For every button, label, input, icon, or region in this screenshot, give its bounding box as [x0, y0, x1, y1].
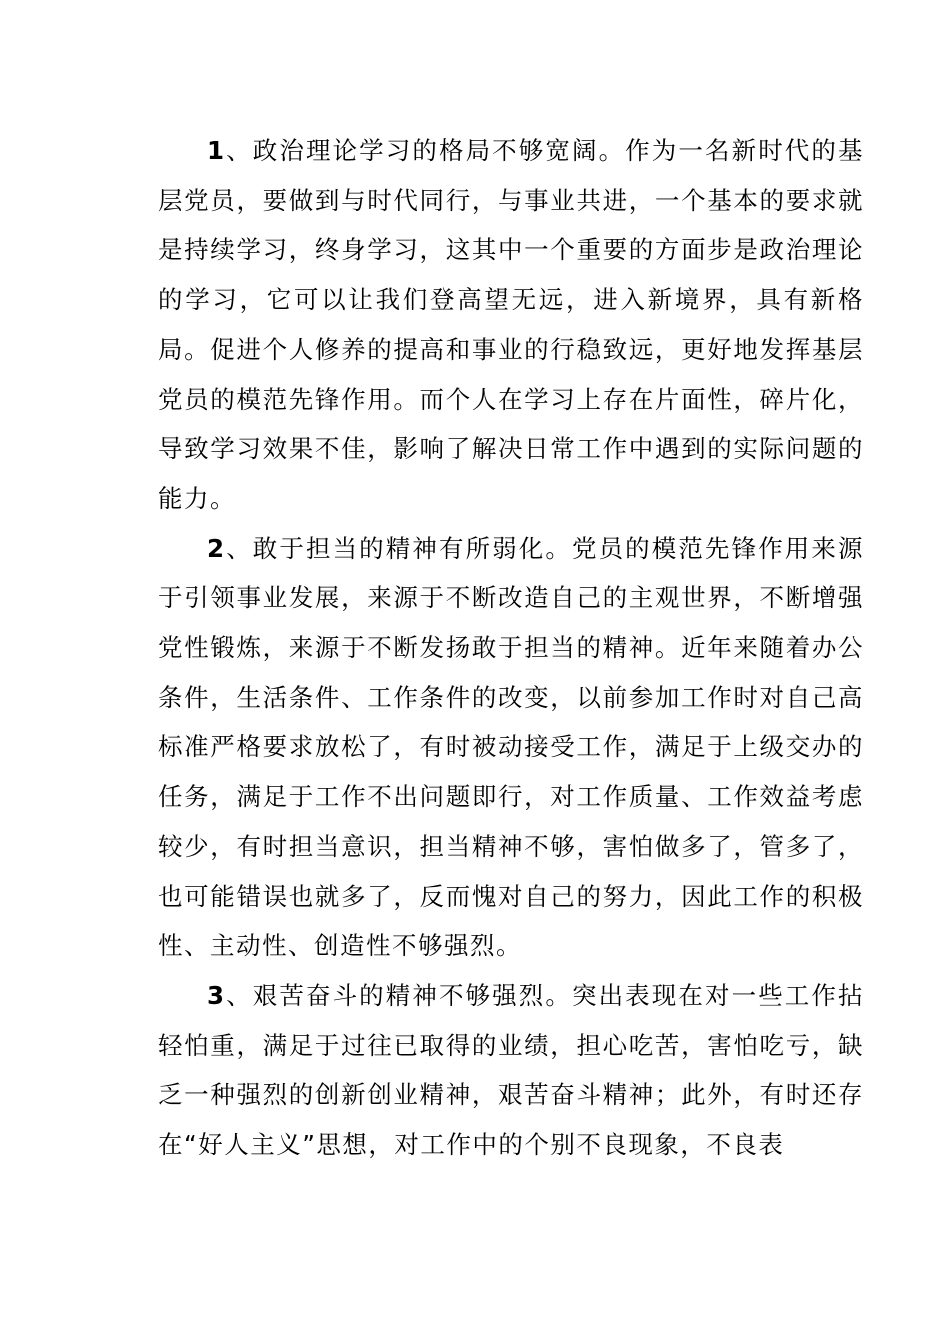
document-body: [158, 126, 864, 1170]
paragraph-1: [158, 126, 864, 524]
paragraph-2: [158, 524, 864, 971]
paragraph-text: 、敢于担当的精神有所弱化。党员的模范先锋作用来源于引领事业发展，来源于不断改造自己的主观世界，不断增强党性锻炼，来源于不断发扬敢于担当的精神。近年来随着办公条件，生活条件、工作条件的改变，以前参加工作时对自己高标准严格要求放松了，有时被动接受工作，满足于上级交办的任务，满足于工作不出问题即行，对工作质量、工作效益考虑较少，有时担当意识，担当精神不够，害怕做多了，管多了，也可能错误也就多了，反而愧对自己的努力，因此工作的积极性、主动性、创造性不够强烈。: [158, 533, 864, 961]
paragraph-number: 2: [207, 533, 226, 563]
paragraph-number: 1: [207, 136, 226, 165]
paragraph-text: 、政治理论学习的格局不够宽阔。作为一名新时代的基层党员，要做到与时代同行，与事业共进，一个基本的要求就是持续学习，终身学习，这其中一个重要的方面步是政治理论的学习，它可以让我们登高望无远，进入新境界，具有新格局。促进个人修养的提高和事业的行稳致远，更好地发挥基层党员的模范先锋作用。而个人在学习上存在片面性，碎片化，导致学习效果不佳，影响了解决日常工作中遇到的实际问题的能力。: [158, 136, 864, 513]
paragraph-3: [158, 971, 864, 1170]
paragraph-text: 、艰苦奋斗的精神不够强烈。突出表现在对一些工作拈轻怕重，满足于过往已取得的业绩，担心吃苦，害怕吃亏，缺乏一种强烈的创新创业精神，艰苦奋斗精神；此外，有时还存在“好人主义”思想，对工作中的个别不良现象，不良表: [158, 980, 864, 1160]
paragraph-number: 3: [207, 980, 226, 1010]
